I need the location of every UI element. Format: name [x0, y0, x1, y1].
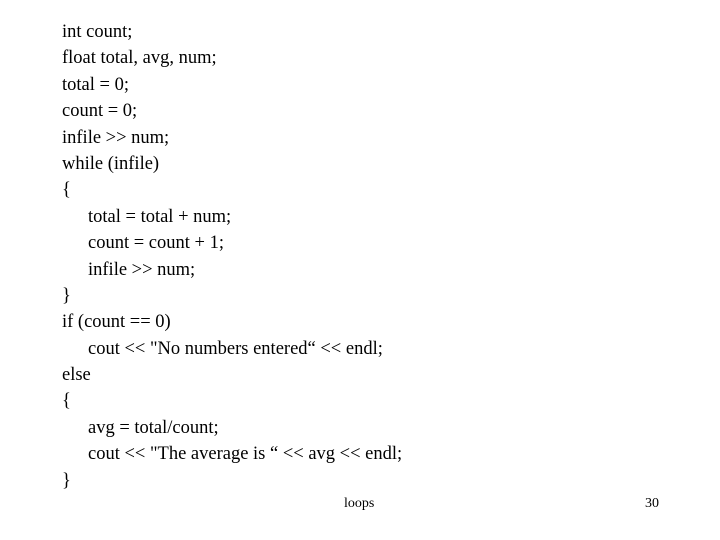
- code-line: else: [62, 365, 91, 386]
- slide-footer-label: loops: [344, 496, 375, 511]
- code-line: if (count == 0): [62, 312, 171, 333]
- code-line: float total, avg, num;: [62, 48, 217, 69]
- code-line: }: [62, 470, 71, 491]
- code-line-indented: total = total + num;: [88, 206, 232, 227]
- code-line: total = 0;: [62, 74, 129, 95]
- slide-page-number: 30: [645, 496, 659, 511]
- code-line-indented: infile >> num;: [88, 259, 196, 280]
- code-line: while (infile): [62, 153, 160, 174]
- code-line: infile >> num;: [62, 127, 170, 148]
- code-line: }: [62, 285, 71, 306]
- code-line-indented: avg = total/count;: [88, 417, 219, 438]
- code-line: int count;: [62, 22, 133, 42]
- code-line-indented: count = count + 1;: [88, 233, 224, 254]
- code-line-indented: cout << "No numbers entered“ << endl;: [88, 338, 383, 359]
- code-line: {: [62, 391, 71, 412]
- code-line: count = 0;: [62, 101, 138, 122]
- code-listing: [62, 19, 402, 494]
- code-line: {: [62, 180, 71, 201]
- code-line-indented: cout << "The average is “ << avg << endl;: [88, 444, 403, 465]
